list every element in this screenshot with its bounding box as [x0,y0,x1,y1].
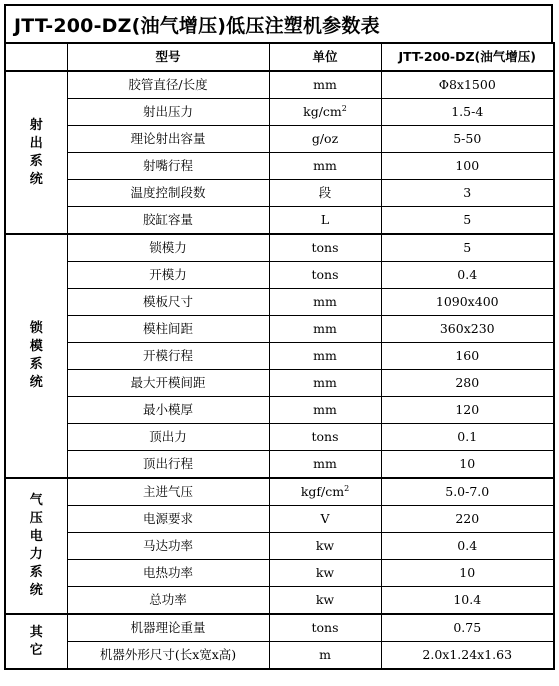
param-value: 100 [381,153,554,180]
table-row [5,506,554,533]
unit-text: m [319,647,331,662]
group-label-text: 气压电力系统 [29,493,43,598]
header-group [5,43,67,71]
param-value: 0.75 [381,614,554,642]
table-row [5,451,554,479]
table-row [5,71,554,99]
param-unit [269,71,381,99]
param-unit [269,478,381,506]
param-value: 360x230 [381,316,554,343]
group-label-text: 锁模系统 [29,321,43,390]
unit-text: mm [313,321,337,336]
group-label [5,71,67,234]
param-value: 5 [381,207,554,235]
group-label [5,614,67,669]
group-label [5,234,67,478]
table-row [5,207,554,235]
param-unit [269,614,381,642]
param-name: 胶缸容量 [67,207,269,235]
unit-text: V [320,511,330,526]
table-row [5,424,554,451]
param-name: 胶管直径/长度 [67,71,269,99]
param-name: 射嘴行程 [67,153,269,180]
header-unit: 单位 [269,43,381,71]
param-unit [269,451,381,479]
param-value: 280 [381,370,554,397]
param-value: 2.0x1.24x1.63 [381,642,554,670]
param-name: 开模行程 [67,343,269,370]
param-name: 马达功率 [67,533,269,560]
table-row [5,478,554,506]
header-model: JTT-200-DZ(油气增压) [381,43,554,71]
param-name: 射出压力 [67,99,269,126]
param-name: 电源要求 [67,506,269,533]
unit-text: tons [311,240,339,255]
unit-text: mm [313,294,337,309]
unit-text: kw [315,538,335,553]
unit-text: 段 [318,185,332,200]
param-unit [269,234,381,262]
param-value: 1.5-4 [381,99,554,126]
param-value: 0.4 [381,262,554,289]
param-unit [269,316,381,343]
table-body [5,71,554,669]
table-header-row [5,43,554,71]
group-label-text: 射出系统 [29,117,43,187]
unit-text: tons [311,267,339,282]
param-unit [269,642,381,670]
table-row [5,642,554,670]
page-title: JTT-200-DZ(油气增压)低压注塑机参数表 [4,4,553,42]
table-row [5,289,554,316]
header-item: 型号 [67,43,269,71]
group-label-text: 其它 [29,624,43,658]
table-row [5,316,554,343]
unit-text: tons [311,429,339,444]
param-name: 模柱间距 [67,316,269,343]
param-name: 机器外形尺寸(长x宽x高) [67,642,269,670]
unit-text: mm [313,77,337,92]
param-value: 10 [381,560,554,587]
unit-superscript: 2 [344,483,350,493]
param-unit [269,370,381,397]
unit-text: kgf/cm [300,484,345,499]
unit-text: mm [313,158,337,173]
param-unit [269,289,381,316]
param-value: 10 [381,451,554,479]
table-row [5,370,554,397]
param-name: 锁模力 [67,234,269,262]
param-name: 理论射出容量 [67,126,269,153]
param-value: 5-50 [381,126,554,153]
param-unit [269,587,381,615]
table-row [5,180,554,207]
param-name: 机器理论重量 [67,614,269,642]
table-row [5,234,554,262]
unit-text: mm [313,456,337,471]
param-name: 顶出力 [67,424,269,451]
spec-table [4,42,555,670]
param-name: 最小模厚 [67,397,269,424]
param-name: 最大开模间距 [67,370,269,397]
param-unit [269,533,381,560]
param-unit [269,397,381,424]
param-name: 电热功率 [67,560,269,587]
unit-text: mm [313,375,337,390]
unit-text: kw [315,592,335,607]
unit-text: kw [315,565,335,580]
param-value: 3 [381,180,554,207]
param-value: 220 [381,506,554,533]
unit-text: g/oz [311,131,339,146]
param-unit [269,424,381,451]
param-value: 160 [381,343,554,370]
unit-text: kg/cm [303,104,342,119]
table-row [5,533,554,560]
param-name: 模板尺寸 [67,289,269,316]
param-unit [269,207,381,235]
param-name: 总功率 [67,587,269,615]
param-name: 主进气压 [67,478,269,506]
table-row [5,126,554,153]
param-unit [269,180,381,207]
table-row [5,587,554,615]
param-value: 10.4 [381,587,554,615]
group-label [5,478,67,614]
param-unit [269,506,381,533]
unit-text: mm [313,348,337,363]
param-name: 温度控制段数 [67,180,269,207]
param-value: 0.4 [381,533,554,560]
param-unit [269,560,381,587]
table-row [5,397,554,424]
param-value: 1090x400 [381,289,554,316]
unit-text: mm [313,402,337,417]
table-row [5,262,554,289]
param-unit [269,343,381,370]
param-unit [269,126,381,153]
param-name: 开模力 [67,262,269,289]
param-value: 5.0-7.0 [381,478,554,506]
unit-text: tons [311,620,339,635]
table-row [5,343,554,370]
table-row [5,99,554,126]
param-unit [269,153,381,180]
table-row [5,560,554,587]
unit-superscript: 2 [341,103,347,113]
param-name: 顶出行程 [67,451,269,479]
param-value: 120 [381,397,554,424]
param-value: 5 [381,234,554,262]
table-row [5,153,554,180]
unit-text: L [320,212,330,227]
param-unit [269,262,381,289]
table-row [5,614,554,642]
param-unit [269,99,381,126]
param-value: 0.1 [381,424,554,451]
param-value: Φ8x1500 [381,71,554,99]
